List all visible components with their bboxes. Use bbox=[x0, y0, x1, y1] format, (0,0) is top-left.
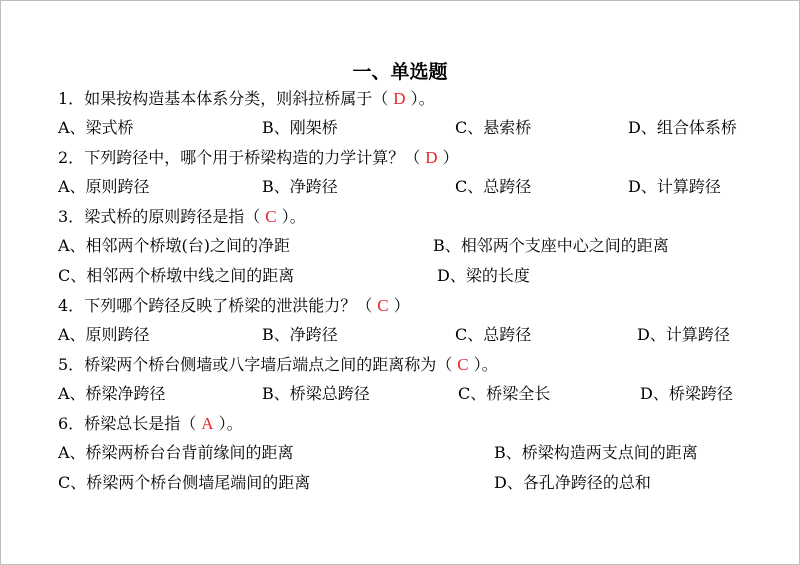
question-number: 6． bbox=[58, 414, 85, 433]
option-c: C、相邻两个桥墩中线之间的距离 bbox=[58, 266, 295, 285]
question-2 bbox=[58, 148, 459, 168]
question-number: 5． bbox=[58, 355, 85, 374]
question-text: 梁式桥的原则跨径是指（ bbox=[84, 207, 266, 226]
option-a: A、梁式桥 bbox=[58, 118, 134, 137]
option-c: C、总跨径 bbox=[455, 325, 532, 344]
option-d: D、梁的长度 bbox=[437, 266, 530, 285]
answer-mark: D bbox=[425, 148, 438, 167]
question-6 bbox=[58, 414, 243, 434]
question-number: 1． bbox=[58, 89, 85, 108]
option-b: B、桥梁构造两支点间的距离 bbox=[494, 443, 698, 462]
answer-mark: D bbox=[393, 89, 406, 108]
answer-mark: A bbox=[201, 414, 214, 433]
option-a: A、原则跨径 bbox=[58, 177, 150, 196]
option-a: A、桥梁净跨径 bbox=[58, 384, 166, 403]
question-text-end: ） bbox=[388, 296, 410, 315]
question-text-end: ） bbox=[437, 148, 459, 167]
question-4 bbox=[58, 296, 410, 316]
answer-mark: C bbox=[265, 207, 277, 226]
question-text-end: ）。 bbox=[213, 414, 243, 433]
question-5 bbox=[58, 355, 498, 375]
option-c: C、桥梁两个桥台侧墙尾端间的距离 bbox=[58, 473, 311, 492]
option-a: A、原则跨径 bbox=[58, 325, 150, 344]
question-text: 如果按构造基本体系分类，则斜拉桥属于（ bbox=[84, 89, 394, 108]
option-d: D、组合体系桥 bbox=[628, 118, 737, 137]
option-d: D、桥梁跨径 bbox=[640, 384, 733, 403]
answer-mark: C bbox=[377, 296, 389, 315]
question-text-end: ）。 bbox=[405, 89, 435, 108]
option-d: D、计算跨径 bbox=[628, 177, 721, 196]
option-c: C、桥梁全长 bbox=[458, 384, 551, 403]
question-number: 3． bbox=[58, 207, 85, 226]
option-b: B、净跨径 bbox=[262, 325, 338, 344]
option-b: B、相邻两个支座中心之间的距离 bbox=[433, 236, 669, 255]
question-number: 4． bbox=[58, 296, 85, 315]
option-b: B、刚架桥 bbox=[262, 118, 338, 137]
question-text-end: ）。 bbox=[468, 355, 498, 374]
question-1 bbox=[58, 89, 435, 109]
question-text: 下列哪个跨径反映了桥梁的泄洪能力？（ bbox=[84, 296, 378, 315]
question-text: 桥梁两个桥台侧墙或八字墙后端点之间的距离称为（ bbox=[84, 355, 458, 374]
option-c: C、悬索桥 bbox=[455, 118, 532, 137]
option-a: A、桥梁两桥台台背前缘间的距离 bbox=[58, 443, 294, 462]
section-title: 一、单选题 bbox=[352, 61, 448, 83]
answer-mark: C bbox=[457, 355, 469, 374]
option-b: B、净跨径 bbox=[262, 177, 338, 196]
option-d: D、各孔净跨径的总和 bbox=[494, 473, 651, 492]
question-text: 下列跨径中，哪个用于桥梁构造的力学计算？（ bbox=[84, 148, 426, 167]
question-text: 桥梁总长是指（ bbox=[84, 414, 202, 433]
option-c: C、总跨径 bbox=[455, 177, 532, 196]
option-a: A、相邻两个桥墩(台)之间的净距 bbox=[58, 236, 291, 255]
option-b: B、桥梁总跨径 bbox=[262, 384, 370, 403]
option-d: D、计算跨径 bbox=[637, 325, 730, 344]
question-3 bbox=[58, 207, 306, 227]
question-number: 2． bbox=[58, 148, 85, 167]
question-text-end: ）。 bbox=[276, 207, 306, 226]
